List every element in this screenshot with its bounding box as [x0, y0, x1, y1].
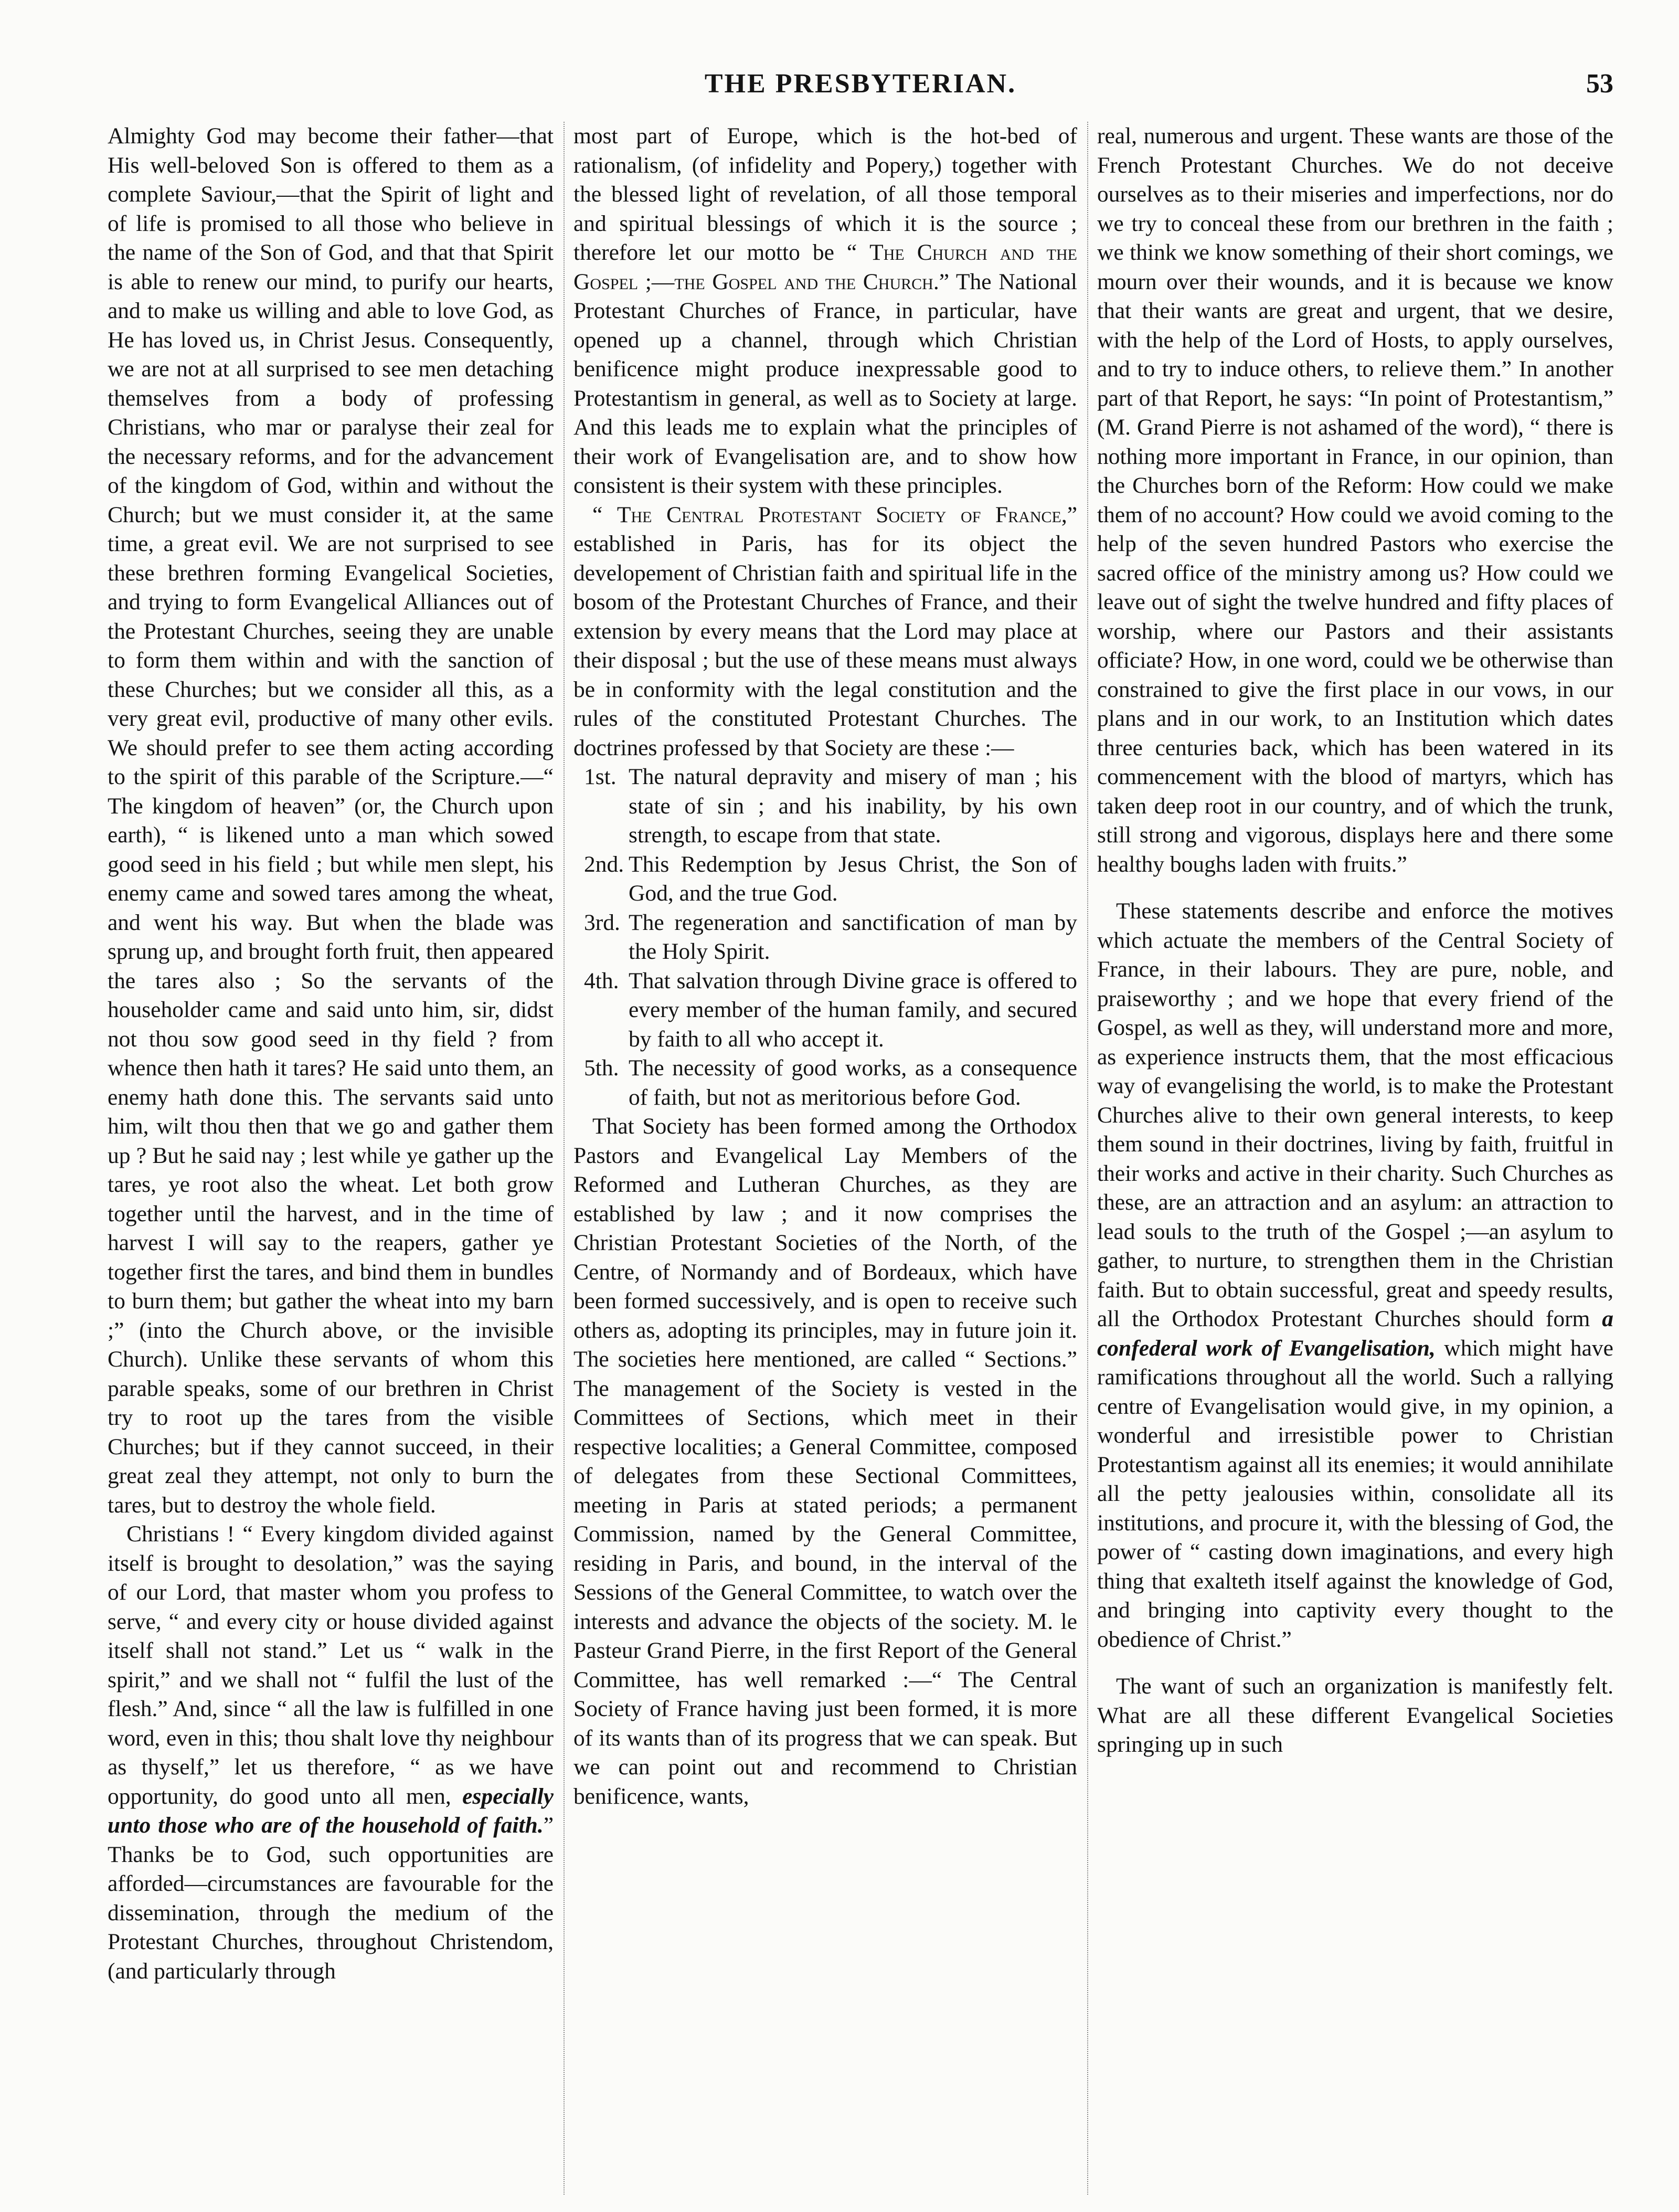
paragraph [573, 501, 1077, 763]
paragraph: The want of such an organization is manifestly felt. What are all these different Evangelical Societies springing up in such [1097, 1674, 1613, 1757]
list-text: This Redemption by Jesus Christ, the Son of God, and the true God. [629, 851, 1077, 906]
paragraph [108, 1520, 554, 1986]
list-text: The regeneration and sanctification of man by the Holy Spirit. [629, 909, 1077, 964]
paragraph: real, numerous and urgent. These wants are those of the French Protestant Churches. We do not deceive ourselves as to their miseries and imperfections, nor do we try to conceal these from our brethren in the faith ; we think we know something of their short comings, we mourn over their wounds, and it is because we know that their wants are great and urgent, that we desire, with the help of the Lord of Hosts, to apply ourselves, and to try to induce others, to relieve them.” In another part of that Report, he says: “In point of Protestantism,” (M. Grand Pierre is not ashamed of the word), “ there is nothing more important in France, in our opinion, than the Churches born of the Reform: How could we make them of no account? How could we avoid coming to the help of the seven hundred Pastors who exercise the sacred office of the ministry among us? How could we leave out of sight the twelve hundred and fifty places of worship, where our Pastors and their assistants officiate? How, in one word, could we be otherwise than constrained to give the first place in our vows, in our plans and in our work, to an Institution which dates three centuries back, which has been watered in its commencement with the blood of martyrs, which has taken deep root in our country, and of which the trunk, still strong and vigorous, displays here and there some healthy boughs laden with fruits.” [1097, 123, 1613, 877]
column-3 [1097, 122, 1613, 2195]
list-text: The natural depravity and misery of man ; his state of sin ; and his inability, by his own strength, to escape from that state. [629, 764, 1077, 848]
article-body [108, 122, 1613, 2195]
column-divider [564, 122, 565, 2195]
text-run: most part of Europe, which is the hot-bed of rationalism, (of infidelity and Popery,) together with the blessed light of revelation, of all those temporal and spiritual blessings of which it is the source ; therefore let our motto be “ [573, 123, 1077, 265]
running-title: THE PRESBYTERIAN. [704, 69, 1017, 99]
text-run: Christians ! “ Every kingdom divided against itself is brought to desolation,” was the saying of our Lord, that master whom you profess to serve, “ and every city or house divided against itself shall not stand.” Let us “ walk in the spirit,” and we shall not “ fulfil the lust of the flesh.” And, since “ all the law is fulfilled in one word, even in this; thou shalt love thy neighbour as thyself,” let us therefore, “ as we have opportunity, do good unto all men, [108, 1521, 554, 1809]
list-number: 1st. [584, 764, 617, 789]
list-number: 2nd. [584, 851, 624, 877]
list-item [573, 967, 1077, 1054]
list-item [573, 763, 1077, 850]
list-item [573, 850, 1077, 908]
column-divider [1087, 122, 1088, 2195]
list-number: 4th. [584, 968, 619, 993]
text-run: ” established in Paris, has for its object the developement of Christian faith and spiritual life in the bosom of the Protestant Churches of France, and their extension by every means that the Lord may place at their disposal ; but the use of these means must always be in conformity with the legal constitution and the rules of the constituted Protestant Churches. The doctrines professed by that Society are these :— [573, 502, 1077, 760]
list-item [573, 908, 1077, 967]
list-number: 3rd. [584, 909, 620, 935]
page-number: 53 [1586, 69, 1613, 99]
text-run: which might have ramifications throughout all the world. Such a rallying centre of Evangelisation would give, in my opinion, a wonderful and irresistible power to Christian Protestantism against all its enemies; it would annihilate all the petty jealousies within, consolidate all its institutions, and procure it, with the blessing of God, the power of “ casting down imaginations, and every high thing that exalteth itself against the knowledge of God, and bringing into captivity every thought to the obedience of Christ.” [1097, 1335, 1613, 1652]
paragraph [573, 122, 1077, 501]
text-run: ” Thanks be to God, such opportunities are afforded—circumstances are favourable for the dissemination, through the medium of the Protestant Churches, throughout Christendom, (and particularly through [108, 1813, 554, 1984]
page-header [108, 68, 1613, 110]
text-run: “ [592, 502, 617, 527]
list-text: The necessity of good works, as a consequence of faith, but not as meritorious before God. [629, 1055, 1077, 1110]
list-item [573, 1054, 1077, 1112]
paragraph: That Society has been formed among the Orthodox Pastors and Evangelical Lay Members of the Reformed and Lutheran Churches, as they are established by law ; and it now comprises the Christian Protestant Societies of the North, of the Centre, of Normandy and of Bordeaux, which have been formed successively, and is open to receive such others as, adopting its principles, may in future join it. The societies here mentioned, are called “ Sections.” The management of the Society is vested in the Committees of Sections, which meet in their respective localities; a General Committee, composed of delegates from these Sectional Committees, meeting in Paris at stated periods; a permanent Commission, named by the General Committee, residing in Paris, and bound, in the interval of the Sessions of the General Committee, to watch over the interests and advance the objects of the society. M. le Pasteur Grand Pierre, in the first Report of the General Committee, has well remarked :—“ The Central Society of France having just been formed, it is more of its wants than of its progress that we can speak. But we can point out and recommend to Christian benificence, wants, [573, 1114, 1077, 1809]
list-number: 5th. [584, 1055, 619, 1081]
list-text: That salvation through Divine grace is offered to every member of the human family, and secured by faith to all who accept it. [629, 968, 1077, 1052]
italic-text: a confederal work of Evangelisation, [1097, 1306, 1613, 1361]
column-1 [108, 122, 554, 2195]
text-run: These statements describe and enforce the motives which actuate the members of the Central Society of France, in their labours. They are pure, noble, and praiseworthy ; and we hope that every friend of the Gospel, as well as they, will understand more and more, as experience instructs them, that the most efficacious way of evangelising the world, is to make the Protestant Churches alive to their own general interests, to keep them sound in their doctrines, living by faith, fruitful in their works and active in their charity. Such Churches as these, are an attraction and an asylum: an attraction to lead souls to the truth of the Gospel ;—an asylum to gather, to nurture, to strengthen them in the Christian faith. But to obtain successful, great and speedy results, all the Orthodox Protestant Churches should form [1097, 898, 1613, 1331]
small-caps-text: The Central Protestant Society of France, [617, 502, 1067, 527]
paragraph [1097, 897, 1613, 1654]
paragraph: Almighty God may become their father—that His well-beloved Son is offered to them as a complete Saviour,—that the Spirit of light and of life is promised to all those who believe in the name of the Son of God, and that that Spirit is able to renew our mind, to purify our hearts, and to make us willing and able to love God, as He has loved us, in Christ Jesus. Consequently, we are not at all surprised to see men detaching themselves from a body of professing Christians, who mar or paralyse their zeal for the necessary reforms, and for the advancement of the kingdom of God, within and without the Church; but we must consider it, at the same time, a great evil. We are not surprised to see these brethren forming Evangelical Societies, and trying to form Evangelical Alliances out of the Protestant Churches, seeing they are unable to form them within and with the sanction of these Churches; but we consider all this, as a very great evil, productive of many other evils. We should prefer to see them acting according to the spirit of this parable of the Scripture.—“ The kingdom of heaven” (or, the Church upon earth), “ is likened unto a man which sowed good seed in his field ; but while men slept, his enemy came and sowed tares among the wheat, and went his way. But when the blade was sprung up, and brought forth fruit, then appeared the tares also ; So the servants of the householder came and said unto him, sir, didst not thou sow good seed in thy field ? from whence then hath it tares? He said unto them, an enemy hath done this. The servants said unto him, wilt thou then that we go and gather them up ? But he said nay ; lest while ye gather up the tares, ye root also the wheat. Let both grow together until the harvest, and in the time of harvest I will say to the reapers, gather ye together first the tares, and bind them in bundles to burn them; but gather the wheat into my barn ;” (into the Church above, or the invisible Church). Unlike these servants of whom this parable speaks, some of our brethren in Christ try to root up the tares from the visible Churches; but if they cannot succeed, in their great zeal they attempt, not only to burn the tares, but to destroy the whole field. [108, 123, 554, 1518]
doctrine-list [573, 763, 1077, 1112]
text-run: ” The National Protestant Churches of France, in particular, have opened up a channel, through which Christian benificence might produce inexpressable good to Protestantism in general, as well as to Society at large. And this leads me to explain what the principles of their work of Evangelisation are, and to show how consistent is their system with these principles. [573, 269, 1077, 498]
column-2 [573, 122, 1077, 2195]
italic-text: especially unto those who are of the household of faith. [108, 1783, 554, 1838]
small-caps-text: The Church and the Gospel ;—the Gospel and the Church. [573, 240, 1077, 294]
